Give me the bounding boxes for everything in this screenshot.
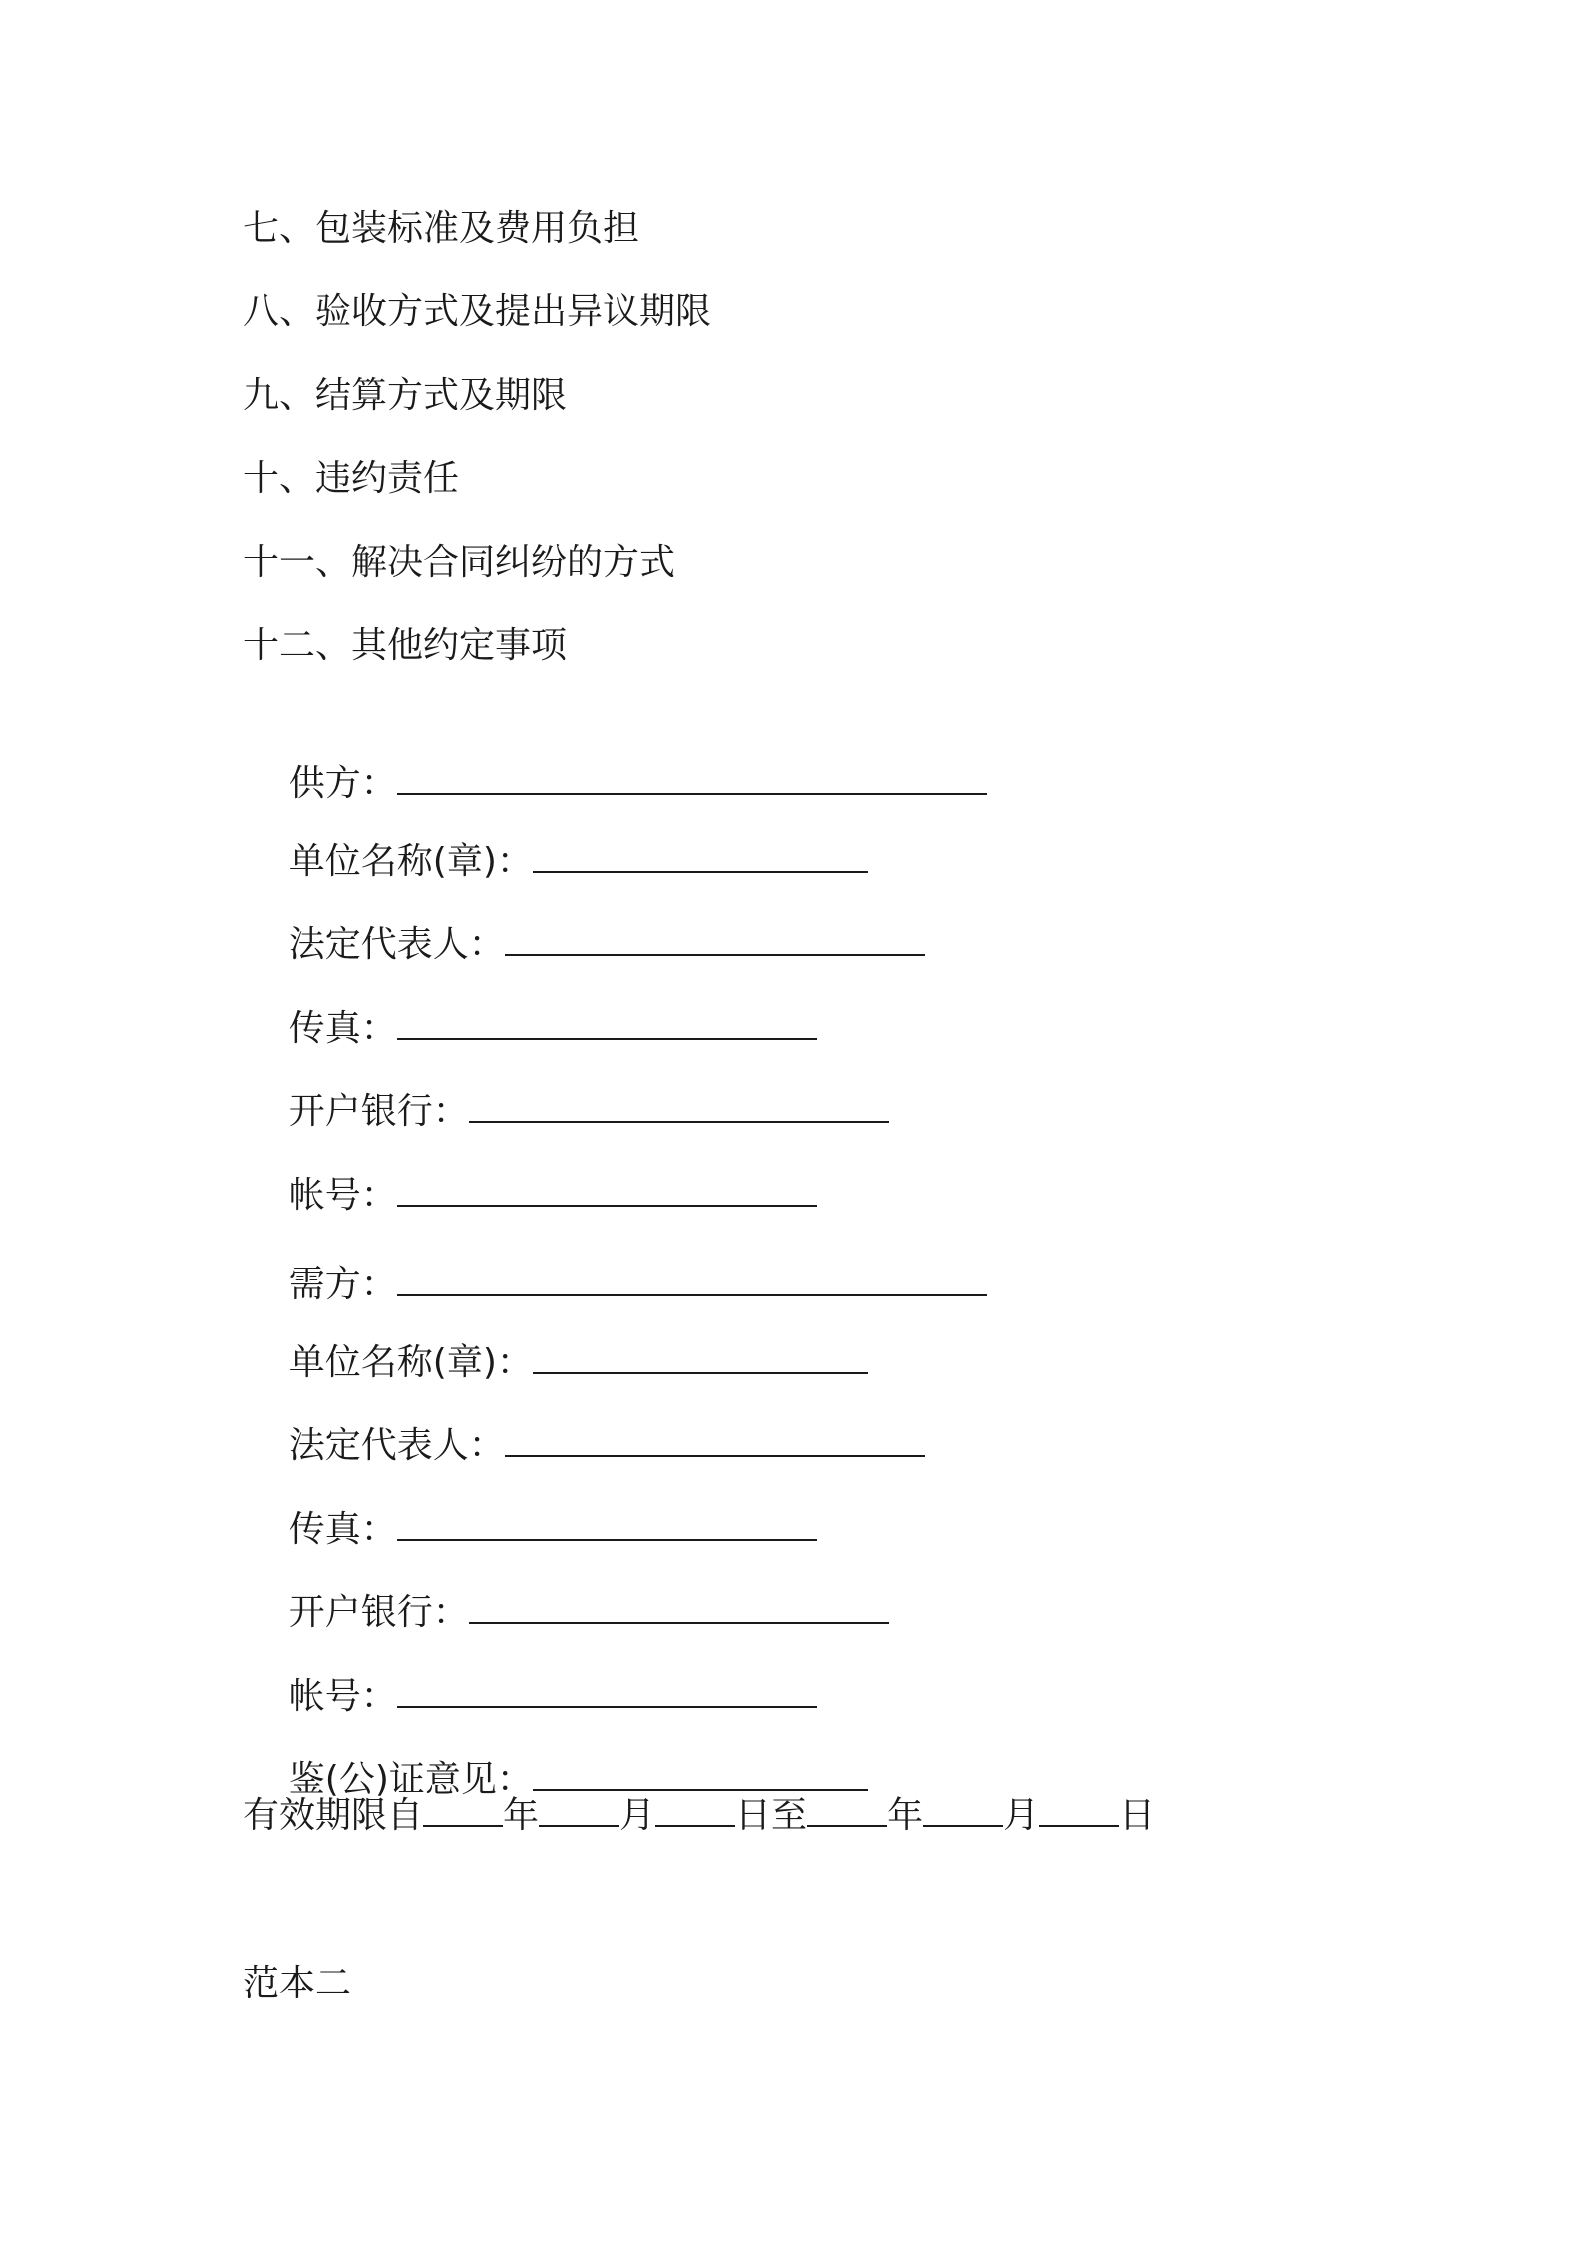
- supplier-party-label: 供方：: [288, 763, 397, 804]
- validity-month-label: 月: [619, 1795, 656, 1836]
- buyer-bank-blank[interactable]: [469, 1592, 889, 1624]
- validity-start-year-blank[interactable]: [423, 1795, 503, 1827]
- supplier-bank-label: 开户银行：: [288, 1091, 469, 1132]
- buyer-account-label: 帐号：: [288, 1676, 397, 1717]
- validity-start-month-blank[interactable]: [539, 1795, 619, 1827]
- validity-prefix: 有效期限自: [243, 1795, 424, 1836]
- validity-month2-label: 月: [1003, 1795, 1040, 1836]
- buyer-fax-blank[interactable]: [397, 1509, 817, 1541]
- validity-day-to-label: 日至: [735, 1795, 808, 1836]
- validity-year-label: 年: [503, 1795, 540, 1836]
- section-11-heading: 十一、解决合同纠纷的方式: [243, 542, 676, 583]
- validity-end-year-blank[interactable]: [807, 1795, 887, 1827]
- buyer-bank-label: 开户银行：: [288, 1592, 469, 1633]
- supplier-rep-label: 法定代表人：: [288, 924, 505, 965]
- validity-end-month-blank[interactable]: [923, 1795, 1003, 1827]
- validity-day2-label: 日: [1119, 1795, 1156, 1836]
- supplier-account-blank[interactable]: [397, 1175, 817, 1207]
- section-7-heading: 七、包装标准及费用负担: [243, 208, 640, 249]
- supplier-unit-label: 单位名称(章)：: [288, 841, 533, 882]
- supplier-fax-label: 传真：: [288, 1008, 397, 1049]
- buyer-unit-blank[interactable]: [533, 1342, 868, 1374]
- section-10-heading: 十、违约责任: [243, 458, 460, 499]
- buyer-rep-label: 法定代表人：: [288, 1425, 505, 1466]
- buyer-account-blank[interactable]: [397, 1676, 817, 1708]
- buyer-fax-label: 传真：: [288, 1509, 397, 1550]
- section-12-heading: 十二、其他约定事项: [243, 625, 568, 666]
- supplier-fax-blank[interactable]: [397, 1008, 817, 1040]
- buyer-unit-label: 单位名称(章)：: [288, 1342, 533, 1383]
- supplier-bank-blank[interactable]: [469, 1091, 889, 1123]
- validity-year2-label: 年: [887, 1795, 924, 1836]
- notary-label: 鉴(公)证意见：: [288, 1759, 533, 1800]
- validity-line: [243, 1792, 1155, 1840]
- validity-start-day-blank[interactable]: [655, 1795, 735, 1827]
- notary-blank[interactable]: [533, 1759, 868, 1791]
- supplier-unit-blank[interactable]: [533, 841, 868, 873]
- supplier-account-label: 帐号：: [288, 1175, 397, 1216]
- supplier-rep-blank[interactable]: [505, 924, 925, 956]
- template-two-heading: 范本二: [243, 1963, 352, 2004]
- section-8-heading: 八、验收方式及提出异议期限: [243, 291, 712, 332]
- section-9-heading: 九、结算方式及期限: [243, 375, 568, 416]
- validity-end-day-blank[interactable]: [1039, 1795, 1119, 1827]
- buyer-rep-blank[interactable]: [505, 1425, 925, 1457]
- buyer-party-label: 需方：: [288, 1264, 397, 1305]
